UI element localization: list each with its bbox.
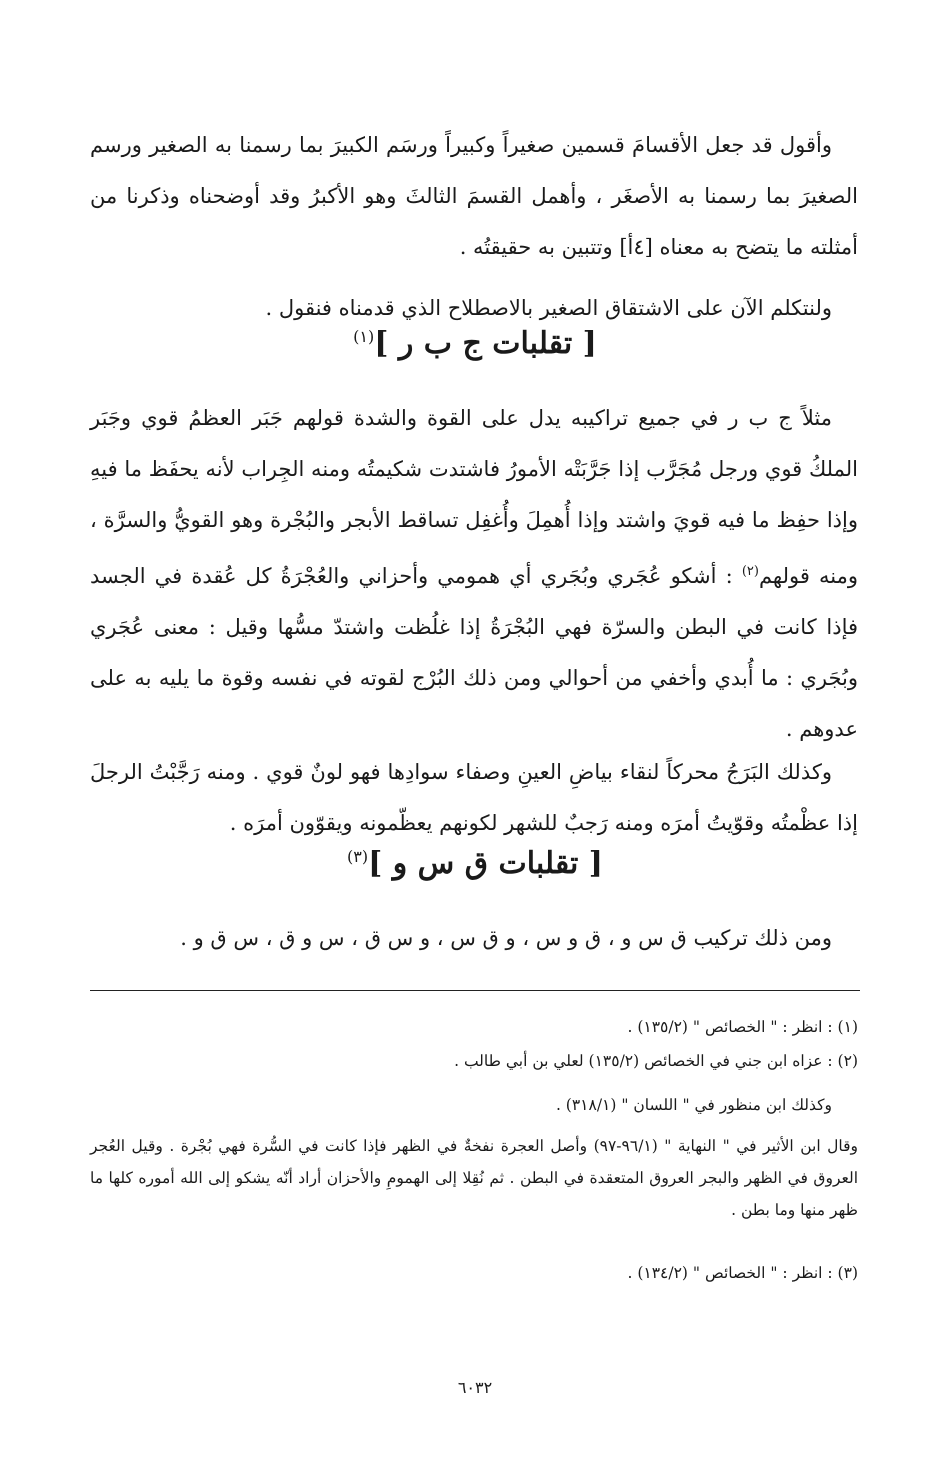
body-paragraph-2: ولنتكلم الآن على الاشتقاق الصغير بالاصطلاح الذي قدمناه فنقول . [265,296,832,320]
body-paragraph-3-part-2: : أشكو عُجَري وبُجَري أي همومي وأحزاني والعُجْرَةُ كل عُقدة في الجسد فإذا كانت في البطن والسرّة فهي البُجْرَةُ إذا غلُظت واشتدّ مسُّها وقيل : معنى عُجَري وبُجَري : ما أُبدي وأخفي من أحوالي ومن ذلك البُرْج لقوته في نفسه وقوة ما يليه به على عدوهم . [90,564,858,741]
section-heading-1 [0,326,950,361]
footnote-1: (١) : انظر : " الخصائص " (١٣٥/٢) . [627,1018,858,1036]
footnote-divider [90,990,860,991]
section-heading-2-note: (٣) [347,847,369,866]
footnote-2: (٢) : عزاه ابن جني في الخصائص (١٣٥/٢) لعلي بن أبي طالب . [454,1052,858,1070]
body-paragraph-4: وكذلك البَرَجُ محركاً لنقاء بياضِ العينِ وصفاء سوادِها فهو لونٌ قوي . ومنه رَجَّبْتُ الرجلَ إذا عظْمتُه وقوّيتُ أمرَه ومنه رَجبٌ للشهر لكونهم يعظّمونه ويقوّون أمرَه . [90,760,858,835]
body-paragraph-5: ومن ذلك تركيب ق س و ، ق و س ، و ق س ، و س ق ، س و ق ، س ق و . [180,926,832,950]
body-paragraph-1: وأقول قد جعل الأقسامَ قسمين صغيراً وكبيراً ورسَم الكبيرَ بما رسمنا به الصغير ورسم الصغيرَ بما رسمنا به الأصغَر ، وأهمل القسمَ الثالثَ وهو الأكبرُ وقد أوضحناه وذكرنا من أمثلته ما يتضح به معناه [٤أ] وتتبين به حقيقتُه . [90,133,858,259]
footnote-ref-2: (٢) [741,564,759,579]
footnote-3: (٣) : انظر : " الخصائص " (١٣٤/٢) . [627,1264,858,1282]
section-heading-2-text: [ تقلبات ق س و ] [368,846,603,881]
section-heading-1-text: [ تقلبات ج ب ر ] [374,326,597,361]
footnote-2-detail: وقال ابن الأثير في " النهاية " (٩٦/١-٩٧) وأصل العجرة نفخةٌ في الظهر فإذا كانت في السُّرة فهي بُجْرة . وقيل العُجر العروق في الظهر والبجر العروق المتعقدة في البطن . ثم نُقِلا إلى الهمومِ والأحزان أراد أنّه يشكو إلى الله أموره كلها ما ظهر منها وما بطن . [90,1137,859,1219]
section-heading-2 [0,846,950,881]
section-heading-1-note: (١) [353,327,375,346]
body-paragraph-3 [90,393,858,755]
body-paragraph-3-part-1: مثلاً ج ب ر في جميع تراكيبه يدل على القوة والشدة قولهم جَبَر العظمُ قوي وجَبَر الملكُ قوي ورجل مُجَرَّب إذا جَرَّبَتْه الأمورُ فاشتدت شكيمتُه ومنه الجِراب لأنه يحفَظ ما فيهِ وإذا حفِظ ما فيه قويَ واشتد وإذا أُهمِلَ وأُغفِل تساقط الأبجر والبُجْرة وهو القويُّ والسرَّة ، ومنه قولهم [90,406,859,588]
footnote-2-continuation: وكذلك ابن منظور في " اللسان " (٣١٨/١) . [555,1096,832,1114]
page-number: ٦٠٣٢ [457,1378,493,1397]
